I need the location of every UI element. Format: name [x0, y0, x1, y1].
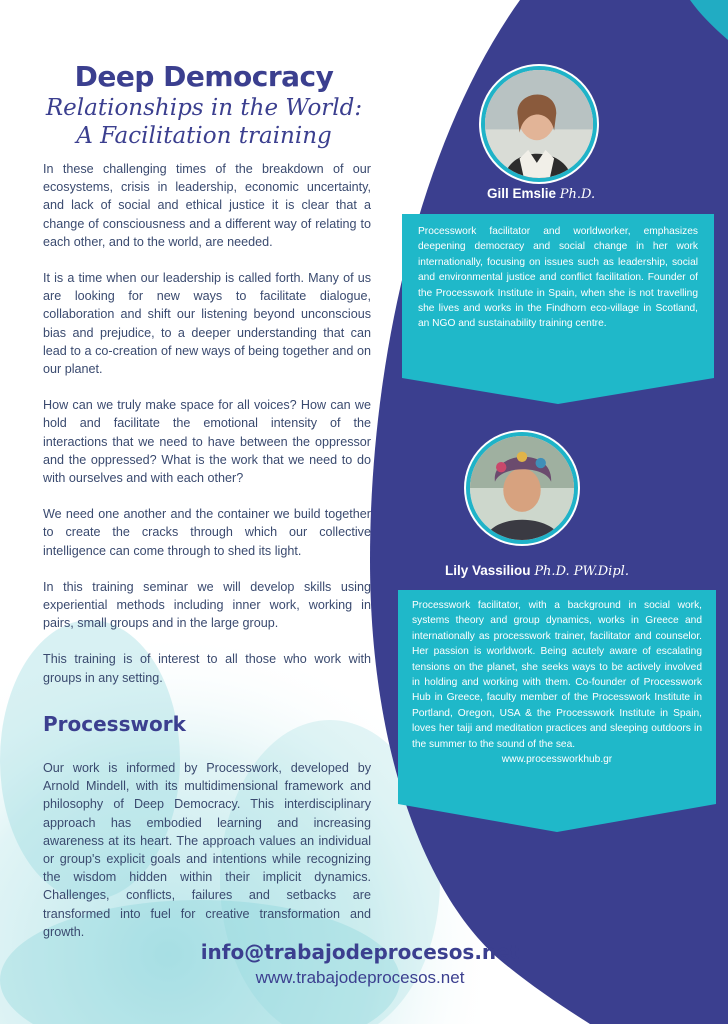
facilitator-name-gill: [487, 186, 595, 202]
bio-box-gill: [402, 214, 714, 378]
intro-paragraph: In these challenging times of the breakdown of our ecosystems, crisis in leadership, economic uncertainty, and lack of social and ethical justice it is clear that a change of consciousness and a different way of relating to each other, and to the world, are needed.: [43, 162, 371, 249]
name-text: Lily Vassiliou: [445, 563, 531, 578]
profile-photo-lily: [466, 432, 578, 544]
bio-text: Processwork facilitator and worldworker, emphasizes deepening democracy and social change in her work internationally, focusing on issues such as leadership, social and environmental justice and conflict facilitation. Founder of the Processwork Institute in Spain, when she is not travelling she lives and works in the Findhorn eco-village in Scotland, an NGO and sustainability training centre.: [418, 226, 698, 330]
intro-paragraph: In this training seminar we will develop skills using experiential methods including inner work, working in pairs, small groups and in the large group.: [43, 579, 371, 631]
portrait-icon: [470, 436, 574, 540]
intro-paragraph: This training is of interest to all those who work with groups in any setting.: [43, 652, 371, 685]
portrait-icon: [485, 70, 593, 178]
page-subtitle-line-1: Relationships in the World:: [45, 95, 363, 121]
contact-email-link[interactable]: info@trabajodeprocesos.net: [200, 940, 520, 964]
processworkhub-link[interactable]: www.processworkhub.gr: [501, 754, 613, 766]
intro-paragraph: We need one another and the container we build together to create the cracks through which our collective intelligence can come through to shed its light.: [43, 507, 371, 558]
processwork-paragraph: Our work is informed by Processwork, developed by Arnold Mindell, with its multidimensional framework and philosophy of Deep Democracy. This interdisciplinary approach has embodied learning and increasing awareness at its heart. The approach values an individual or group's explicit goals and intentions while recognizing the wisdom hidden within their implicit dynamics. Challenges, conflicts, failures and setbacks are transformed into fuel for creative transformation and growth.: [43, 761, 371, 939]
bio-box-lily: [398, 590, 716, 804]
profile-photo-gill: [481, 66, 597, 182]
processwork-heading: Processwork: [43, 712, 186, 736]
page-title: Deep Democracy: [74, 60, 334, 93]
processwork-text-block: [43, 759, 371, 959]
credentials-text: Ph.D.: [559, 187, 596, 202]
credentials-text: Ph.D. PW.Dipl.: [534, 564, 629, 579]
intro-paragraph: It is a time when our leadership is called forth. Many of us are looking for new ways to facilitate dialogue, collaboration and shift our listening beyond unconscious bias and prejudice, to a deeper understanding that can lead to a co-creation of new ways of being together and on our planet.: [43, 271, 371, 377]
intro-text: [43, 160, 371, 705]
page-subtitle-line-2: A Facilitation training: [76, 123, 332, 149]
bio-text: Processwork facilitator, with a background in social work, systems theory and group dynamics, works in Greece and internationally as processwork trainer, facilitator and counselor. Her passion is worldwork. Being acutely aware of escalating tensions on the planet, she seeks ways to be actively involved in holding and working with them. Co-founder of Processwork Hub in Greece, faculty member of the Processwork Institute in Portland, Oregon, USA & the Processwork Institute in Spain, loves her taiji and meditation practices and sleeping outdoors in the summer to the sound of the sea.: [412, 600, 702, 750]
facilitator-name-lily: [445, 563, 629, 579]
contact-website-link[interactable]: www.trabajodeprocesos.net: [255, 968, 465, 987]
title-block: [40, 60, 368, 150]
intro-paragraph: How can we truly make space for all voices? How can we hold and facilitate the emotional intensity of the interactions that we need to have between the oppressor and the oppressed? What is the work that we need to do with ourselves and with each other?: [43, 398, 371, 486]
name-text: Gill Emslie: [487, 186, 557, 201]
